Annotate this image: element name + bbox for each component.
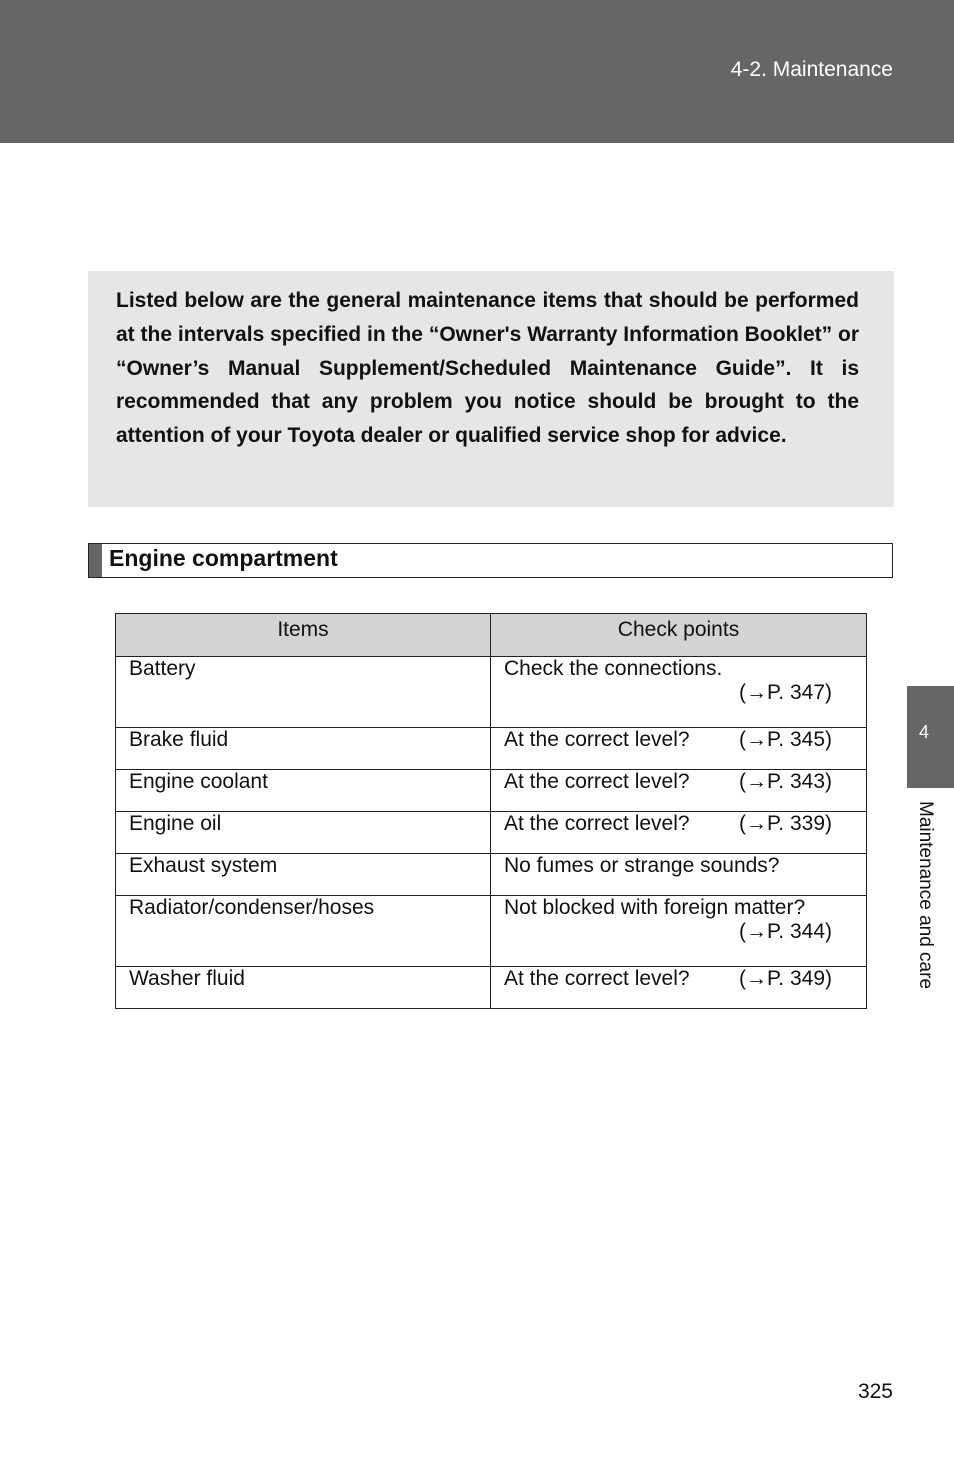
item-cell: Engine coolant [116, 770, 491, 812]
page-reference: (→P. 347) [739, 681, 832, 704]
check-text: At the correct level? [504, 812, 690, 835]
check-text: No fumes or strange sounds? [504, 854, 780, 877]
table-row [116, 896, 867, 967]
page-reference: (→P. 349) [739, 967, 832, 990]
check-text: At the correct level? [504, 967, 690, 990]
table-row [116, 812, 867, 854]
heading-accent-bar [89, 544, 102, 577]
page-reference: (→P. 339) [739, 812, 832, 835]
check-text: Check the connections. [504, 657, 723, 680]
check-cell [491, 967, 867, 1009]
column-header-items: Items [116, 614, 491, 657]
item-cell: Battery [116, 657, 491, 728]
page-reference: (→P. 343) [739, 770, 832, 793]
chapter-label: Maintenance and care [915, 801, 936, 990]
check-cell [491, 896, 867, 967]
check-text: At the correct level? [504, 770, 690, 793]
table-row [116, 967, 867, 1009]
check-text: Not blocked with foreign matter? [504, 896, 806, 919]
check-cell [491, 728, 867, 770]
page-reference: (→P. 345) [739, 728, 832, 751]
table-row [116, 728, 867, 770]
table-row [116, 854, 867, 896]
item-cell: Washer fluid [116, 967, 491, 1009]
chapter-number: 4 [918, 722, 929, 742]
table-header-row [116, 614, 867, 657]
header-bar [0, 0, 954, 143]
chapter-tab [907, 686, 954, 788]
page-number: 325 [857, 1380, 893, 1403]
item-cell: Radiator/condenser/hoses [116, 896, 491, 967]
item-cell: Engine oil [116, 812, 491, 854]
check-cell [491, 812, 867, 854]
check-cell [491, 854, 867, 896]
column-header-check-points: Check points [491, 614, 867, 657]
check-text: At the correct level? [504, 728, 690, 751]
intro-text: Listed below are the general maintenance items that should be performed at the intervals specified in the “Owner's Warranty Information Booklet” or “Owner’s Manual Supplement/Scheduled Maintenance Guide”. It is recommended that any problem you notice should be brought to the attention of your Toyota dealer or qualified service shop for advice. [116, 289, 859, 448]
section-heading [88, 543, 893, 578]
maintenance-table [115, 613, 867, 1009]
intro-box [88, 271, 894, 507]
check-cell [491, 770, 867, 812]
section-title: Engine compartment [109, 545, 338, 571]
table-row [116, 657, 867, 728]
table-row [116, 770, 867, 812]
item-cell: Exhaust system [116, 854, 491, 896]
check-cell [491, 657, 867, 728]
section-label: 4-2. Maintenance [730, 58, 893, 81]
page-reference: (→P. 344) [739, 920, 832, 943]
item-cell: Brake fluid [116, 728, 491, 770]
